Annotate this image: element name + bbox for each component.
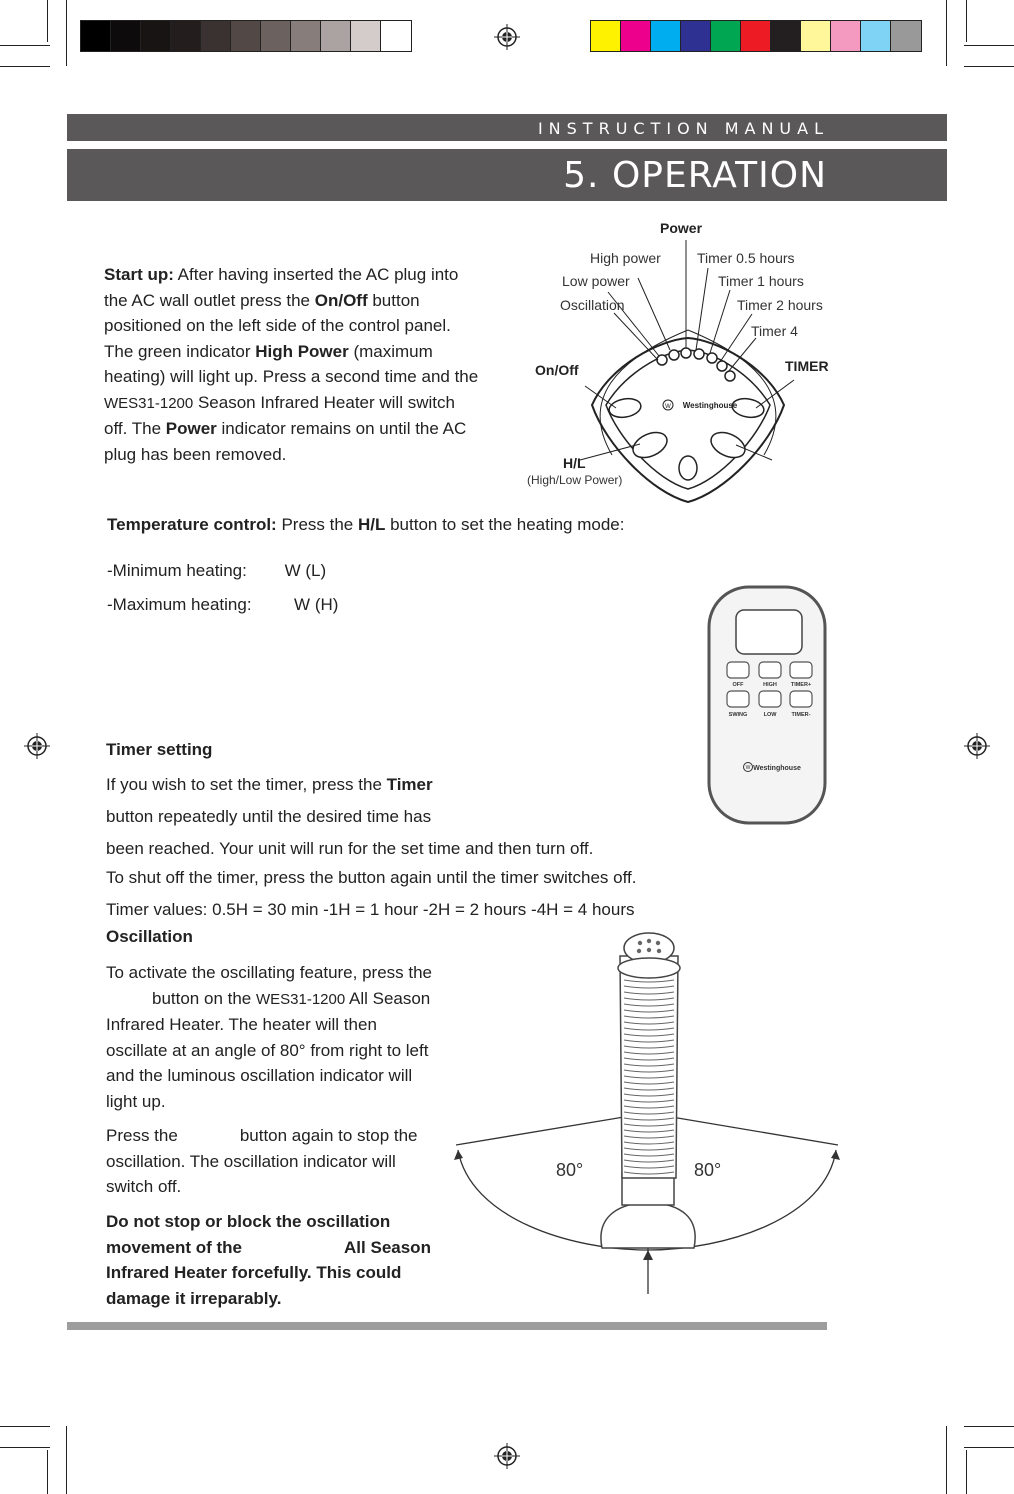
- color-swatch: [171, 21, 201, 51]
- remote-off-label: OFF: [732, 682, 744, 688]
- label-hl-sub: (High/Low Power): [527, 473, 623, 487]
- remote-control-illustration: [703, 583, 833, 828]
- color-swatch: [681, 21, 711, 51]
- label-oscillation: Oscillation: [560, 297, 625, 313]
- timer-line4: To shut off the timer, press the button again until the timer switches off.: [106, 868, 637, 887]
- color-swatch: [891, 21, 921, 51]
- grayscale-swatch-bar: [80, 20, 412, 52]
- color-swatch: [651, 21, 681, 51]
- color-swatch: [861, 21, 891, 51]
- crop-mark: [0, 66, 50, 67]
- crop-mark: [964, 45, 1014, 46]
- crop-mark: [0, 45, 50, 46]
- color-swatch: [291, 21, 321, 51]
- crop-mark: [966, 0, 967, 42]
- label-timer: TIMER: [785, 358, 829, 374]
- remote-timer-plus-label: TIMER+: [790, 682, 812, 688]
- color-swatch: [831, 21, 861, 51]
- crop-mark: [964, 1426, 1014, 1427]
- color-swatch: [591, 21, 621, 51]
- crop-mark: [66, 0, 67, 66]
- color-swatch: [261, 21, 291, 51]
- color-swatch: [201, 21, 231, 51]
- oscillation-paragraph1: [106, 960, 436, 1114]
- color-swatch: [81, 21, 111, 51]
- svg-text:W: W: [745, 765, 751, 771]
- crop-mark: [966, 1450, 967, 1494]
- label-on-off: On/Off: [535, 362, 579, 378]
- label-power: Power: [660, 220, 703, 236]
- oscillation-text: To activate the oscillating feature, press the: [106, 963, 433, 982]
- color-swatch: [141, 21, 171, 51]
- color-swatch-bar: [590, 20, 922, 52]
- registration-mark-icon: [24, 733, 50, 759]
- oscillation-text: All Season Infrared Heater. The heater will then oscillate at an angle of 80° from right to left and the luminous oscillation indicator will light up.: [106, 988, 431, 1111]
- crop-mark: [0, 1447, 50, 1448]
- startup-text: After having inserted the AC plug into the AC wall outlet press the: [104, 265, 459, 310]
- manual-header-bar: [67, 114, 947, 141]
- color-swatch: [621, 21, 651, 51]
- crop-mark: [0, 1426, 50, 1427]
- color-swatch: [111, 21, 141, 51]
- section-title: 5. OPERATION: [563, 155, 827, 196]
- label-timer-05: Timer 0.5 hours: [697, 250, 795, 266]
- angle-left-label: 80°: [556, 1160, 584, 1180]
- oscillation-text: button again to stop the oscillation. The oscillation indicator will switch off.: [106, 1126, 418, 1196]
- crop-mark: [946, 1426, 947, 1494]
- crop-mark: [964, 1447, 1014, 1448]
- label-high-power: High power: [590, 250, 661, 266]
- timer-heading: [106, 737, 212, 763]
- remote-brand: Westinghouse: [753, 765, 801, 772]
- highpower-ref: High Power: [255, 341, 349, 361]
- manual-label: INSTRUCTION MANUAL: [537, 119, 829, 138]
- oscillation-heading-text: Oscillation: [106, 927, 193, 946]
- label-timer-1: Timer 1 hours: [718, 273, 804, 289]
- oscillation-paragraph2: [106, 1123, 436, 1200]
- temperature-text: Press the: [276, 515, 358, 534]
- timer-line1: [106, 772, 433, 798]
- oscillation-text: Press the: [106, 1126, 178, 1145]
- oscillation-text: button on the: [152, 988, 256, 1008]
- temperature-heading: Temperature control:: [107, 515, 277, 534]
- color-swatch: [771, 21, 801, 51]
- temperature-paragraph: [107, 512, 667, 538]
- angle-right-label: 80°: [694, 1160, 722, 1180]
- timer-heading-text: Timer setting: [106, 740, 213, 759]
- temperature-text: button to set the heating mode:: [385, 515, 625, 534]
- model-number: WES31-1200: [104, 394, 194, 412]
- remote-timer-minus-label: TIMER-: [791, 712, 811, 718]
- warning-text: Do not stop or block the oscillation movement of the: [106, 1212, 391, 1257]
- remote-swing-label: SWING: [728, 712, 748, 718]
- crop-mark: [946, 0, 947, 66]
- registration-mark-icon: [964, 733, 990, 759]
- color-swatch: [711, 21, 741, 51]
- color-swatch: [321, 21, 351, 51]
- startup-text: (maximum heating) will light up. Press a second time and the: [104, 341, 479, 386]
- color-swatch: [741, 21, 771, 51]
- crop-mark: [47, 0, 48, 42]
- hl-ref: H/L: [357, 515, 386, 534]
- tower-heater-oscillation-diagram: [450, 928, 842, 1296]
- timer-values: Timer values: 0.5H = 30 min -1H = 1 hour -2H = 2 hours -4H = 4 hours: [106, 900, 635, 919]
- timer-text: If you wish to set the timer, press the: [106, 775, 387, 794]
- power-ref: Power: [165, 419, 217, 438]
- color-swatch: [351, 21, 381, 51]
- startup-text: Season Infrared Heater will switch off. The: [104, 392, 455, 438]
- registration-mark-icon: [494, 24, 520, 50]
- crop-mark: [66, 1426, 67, 1494]
- label-low-power: Low power: [562, 273, 630, 289]
- color-swatch: [231, 21, 261, 51]
- label-timer-4: Timer 4: [751, 323, 798, 339]
- footer-bar: [67, 1322, 827, 1330]
- section-title-bar: [67, 149, 947, 201]
- label-hl: H/L: [563, 455, 586, 471]
- max-heating: -Maximum heating: W (H): [107, 595, 339, 614]
- remote-high-label: HIGH: [763, 682, 777, 688]
- startup-heading: Start up:: [104, 265, 174, 284]
- registration-mark-icon: [494, 1443, 520, 1469]
- oscillation-warning: [106, 1209, 436, 1311]
- onoff-ref: On/Off: [314, 290, 368, 310]
- startup-paragraph: [104, 262, 482, 467]
- crop-mark: [964, 66, 1014, 67]
- timer-ref: Timer: [386, 775, 433, 794]
- timer-line2: button repeatedly until the desired time has: [106, 807, 432, 826]
- crop-mark: [47, 1450, 48, 1494]
- timer-line3: been reached. Your unit will run for the set time and then turn off.: [106, 839, 594, 858]
- warning-text: All Season Infrared Heater forcefully. This could damage it irreparably.: [106, 1237, 431, 1308]
- label-timer-2: Timer 2 hours: [737, 297, 823, 313]
- panel-brand: Westinghouse: [682, 401, 738, 410]
- oscillation-heading: [106, 924, 193, 950]
- model-number: WES31-1200: [255, 990, 346, 1008]
- remote-low-label: LOW: [763, 712, 777, 718]
- color-swatch: [381, 21, 411, 51]
- svg-text:W: W: [665, 404, 671, 410]
- startup-text: indicator remains on until the AC plug has been removed.: [104, 419, 467, 464]
- color-swatch: [801, 21, 831, 51]
- min-heating: -Minimum heating: W (L): [107, 561, 327, 580]
- startup-text: button positioned on the left side of the control panel. The green indicator: [104, 290, 451, 361]
